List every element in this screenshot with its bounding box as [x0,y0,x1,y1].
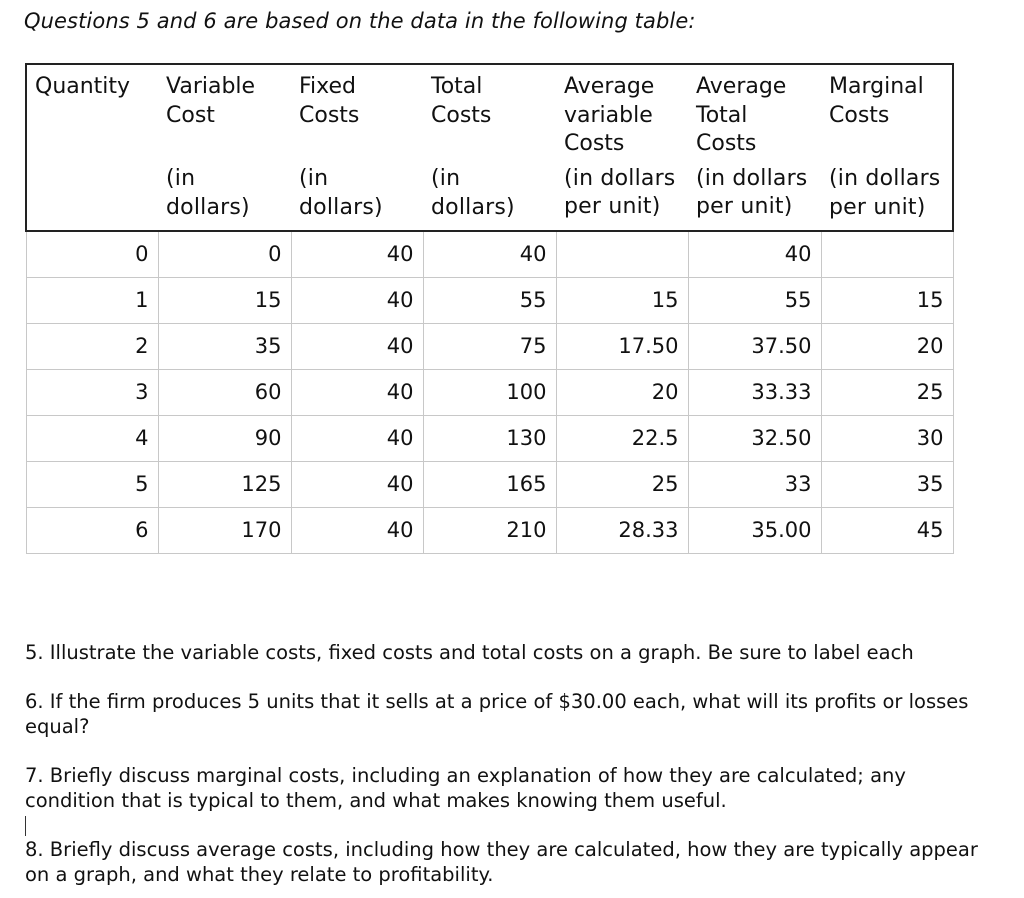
question-7: 7. Briefly discuss marginal costs, including an explanation of how they are calculated; any condition that is typical to them, and what makes knowing them useful. [25,764,906,812]
cell-average-total-costs: 33.33 [688,369,821,415]
cell-average-variable-costs: 15 [556,277,688,323]
header-title: Average Total Costs [696,74,787,156]
table-body [26,231,953,553]
cell-fixed-costs: 40 [291,277,423,323]
cell-total-costs: 165 [423,461,556,507]
table-row [26,369,953,415]
cell-quantity: 2 [26,323,158,369]
cell-fixed-costs: 40 [291,231,423,277]
cell-fixed-costs: 40 [291,461,423,507]
cell-fixed-costs: 40 [291,415,423,461]
header-unit: (in dollars) [166,166,250,220]
cell-marginal-costs [821,231,953,277]
cell-quantity: 1 [26,277,158,323]
header-title: Fixed Costs [299,74,360,128]
cell-total-costs: 100 [423,369,556,415]
cell-average-variable-costs [556,231,688,277]
table-row [26,231,953,277]
cell-variable-cost: 170 [158,507,291,553]
header-total-costs [423,64,556,231]
cell-total-costs: 130 [423,415,556,461]
cell-quantity: 4 [26,415,158,461]
question-6: 6. If the firm produces 5 units that it sells at a price of $30.00 each, what will its profits or losses equal? [25,690,969,738]
cell-quantity: 3 [26,369,158,415]
cell-average-total-costs: 35.00 [688,507,821,553]
cell-marginal-costs: 45 [821,507,953,553]
cell-fixed-costs: 40 [291,369,423,415]
question-8: 8. Briefly discuss average costs, including how they are calculated, how they are typically appear on a graph, and what they relate to profitability. [25,838,978,886]
cell-average-total-costs: 55 [688,277,821,323]
cell-marginal-costs: 15 [821,277,953,323]
cell-average-total-costs: 40 [688,231,821,277]
cell-total-costs: 75 [423,323,556,369]
cell-average-total-costs: 33 [688,461,821,507]
cell-variable-cost: 90 [158,415,291,461]
header-unit: (in dollars) [299,166,383,220]
header-unit: (in dollars per unit) [696,165,808,219]
cell-total-costs: 210 [423,507,556,553]
cell-average-variable-costs: 17.50 [556,323,688,369]
header-unit: (in dollars) [431,166,515,220]
header-unit: (in dollars per unit) [829,166,941,220]
cell-variable-cost: 15 [158,277,291,323]
cell-marginal-costs: 30 [821,415,953,461]
cell-average-variable-costs: 22.5 [556,415,688,461]
header-variable-cost [158,64,291,231]
cell-marginal-costs: 25 [821,369,953,415]
table-row [26,277,953,323]
header-marginal-costs [821,64,953,231]
cell-fixed-costs: 40 [291,507,423,553]
header-average-total-costs [688,64,821,231]
header-row [26,64,953,231]
header-quantity [26,64,158,231]
cell-average-total-costs: 32.50 [688,415,821,461]
cell-fixed-costs: 40 [291,323,423,369]
table-row [26,323,953,369]
table-row [26,461,953,507]
cell-variable-cost: 0 [158,231,291,277]
header-title: Variable Cost [166,74,256,128]
header-fixed-costs [291,64,423,231]
cell-marginal-costs: 35 [821,461,953,507]
header-average-variable-costs [556,64,688,231]
cell-variable-cost: 125 [158,461,291,507]
cost-table [25,63,954,554]
text-cursor [25,816,26,836]
cell-average-variable-costs: 28.33 [556,507,688,553]
header-title: Marginal Costs [829,74,924,128]
header-title: Average variable Costs [564,74,655,156]
question-5: 5. Illustrate the variable costs, fixed costs and total costs on a graph. Be sure to label each [25,641,914,664]
cell-variable-cost: 60 [158,369,291,415]
intro-text: Questions 5 and 6 are based on the data in the following table: [24,9,696,33]
cell-quantity: 6 [26,507,158,553]
cell-average-variable-costs: 20 [556,369,688,415]
header-title: Total Costs [431,74,492,128]
table-row [26,507,953,553]
cell-total-costs: 55 [423,277,556,323]
cell-total-costs: 40 [423,231,556,277]
header-unit: (in dollars per unit) [564,165,676,219]
cell-quantity: 0 [26,231,158,277]
cell-average-variable-costs: 25 [556,461,688,507]
cell-quantity: 5 [26,461,158,507]
cell-variable-cost: 35 [158,323,291,369]
cell-average-total-costs: 37.50 [688,323,821,369]
table-row [26,415,953,461]
table-header [26,64,953,231]
header-title: Quantity [35,74,131,99]
cell-marginal-costs: 20 [821,323,953,369]
